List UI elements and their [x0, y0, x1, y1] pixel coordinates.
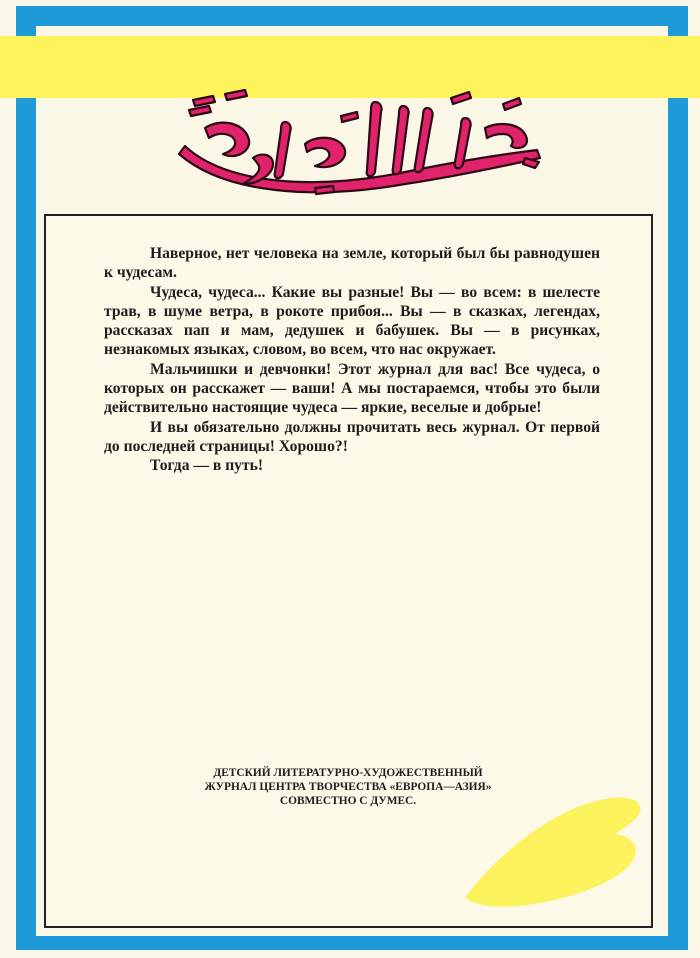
intro-text — [104, 244, 600, 476]
intro-paragraph: Чудеса, чудеса... Какие вы разные! Вы — во всем: в шелесте трав, в шуме ветра, в рокоте прибоя... Вы — в сказках, легендах, рассказах пап и мам, дедушек и бабушек. Вы — в рисунках, незнакомых языках, словом, во всем, что нас окружает. — [104, 283, 600, 359]
basmala-calligraphy — [165, 88, 555, 208]
intro-paragraph: И вы обязательно должны прочитать весь журнал. От первой до последней страницы! Хорошо?! — [104, 418, 600, 455]
yellow-paint-splash — [455, 790, 645, 910]
intro-paragraph: Наверное, нет человека на земле, который был бы равнодушен к чудесам. — [104, 245, 600, 282]
footer-line: ЖУРНАЛ ЦЕНТРА ТВОРЧЕСТВА «ЕВРОПА—АЗИЯ» — [204, 781, 492, 793]
intro-paragraph: Тогда — в путь! — [150, 457, 264, 475]
intro-paragraph: Мальчишки и девчонки! Этот журнал для вас! Все чудеса, о которых он расскажет — ваши! А мы постараемся, чтобы это были действительно настоящие чудеса — яркие, веселые и добрые! — [104, 360, 600, 417]
footer-line: СОВМЕСТНО С ДУМЕС. — [279, 795, 417, 807]
publisher-footer — [150, 766, 546, 808]
footer-line: ДЕТСКИЙ ЛИТЕРАТУРНО-ХУДОЖЕСТВЕННЫЙ — [213, 767, 483, 779]
